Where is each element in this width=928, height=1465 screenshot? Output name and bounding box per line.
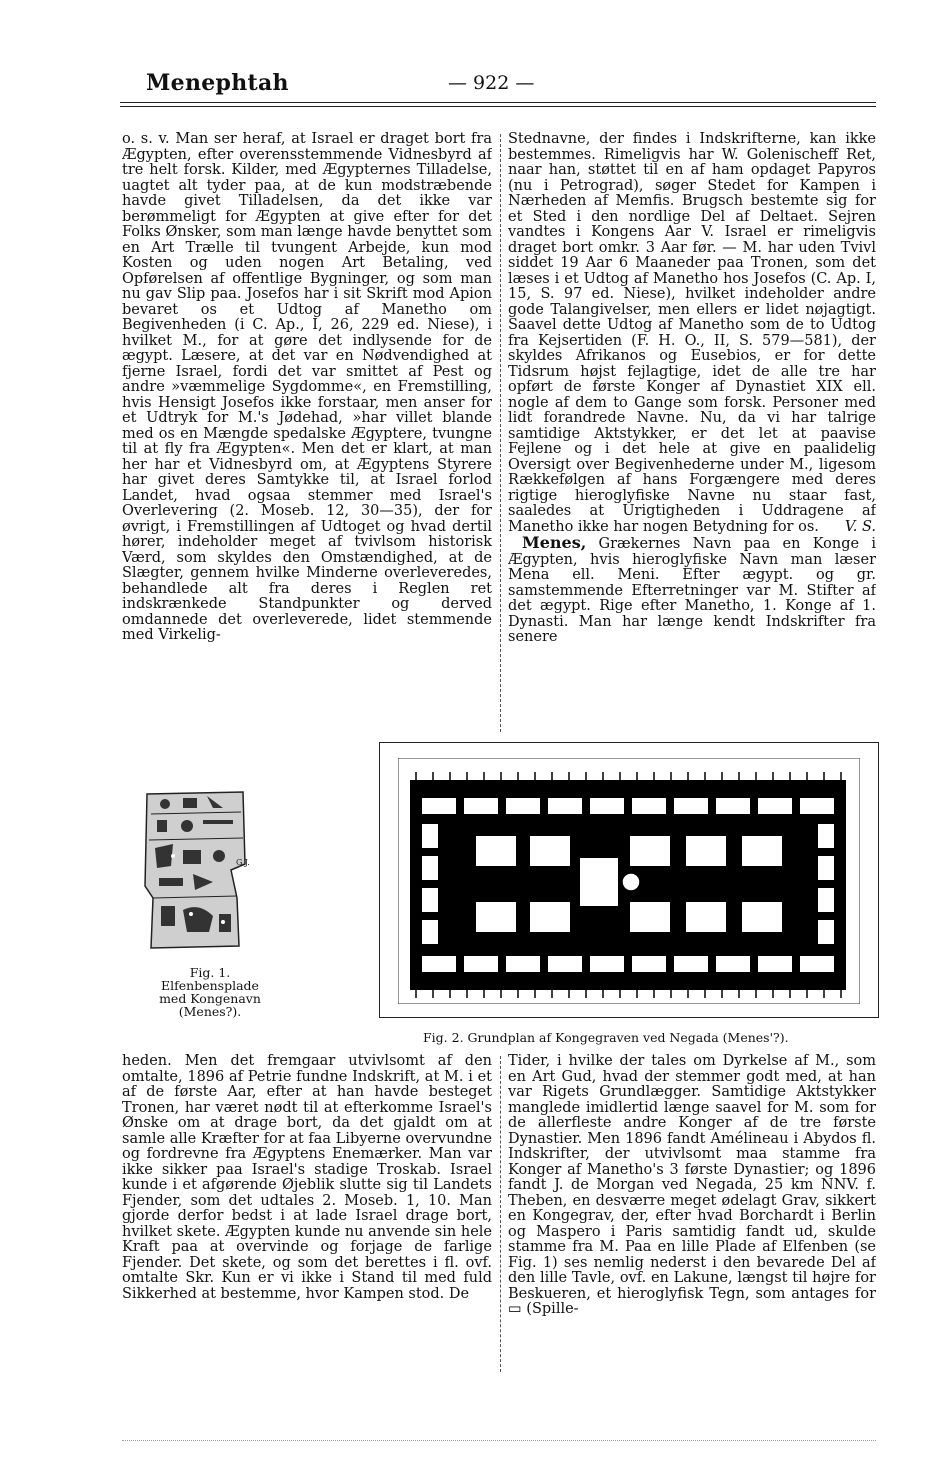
paragraph: o. s. v. Man ser heraf, at Israel er draget bort fra Ægypten, efter overensstemmende Vidnesbyrd af tre helt forsk. Kilder, med Ægypternes Tilladelse, uagtet alt tyder paa, at de kun modstræbende havde givet Tilladelsen, da det ikke var berømmeligt for Ægypten at give efter for det Folks Ønsker, som man længe havde benyttet som en Art Trælle til tvungent Arbejde, kun mod Kosten og uden nogen Art Betaling, ved Opførelsen af offentlige Bygninger, og som man nu gav Slip paa. Josefos har i sit Skrift mod Apion bevaret os et Udtog af Manetho om Begivenheden (i C. Ap., I, 26, 229 ed. Niese), i hvilket M., for at gøre det indlysende for de ægypt. Læsere, at det var en Nødvendighed at fjerne Israel, fordi det var smittet af Pest og andre »væmmelige Sygdomme«, en Fremstilling, hvis Hensigt Josefos ikke forstaar, men anser for et Udtryk for M.'s Jødehad, »har villet blande med os en Mængde spedalske Ægyptere, tvungne til at fly fra Ægypten«. Men det er klart, at man her har et Vidnesbyrd om, at Ægyptens Styrere har givet deres Samtykke til, at Israel forlod Landet, hvad ogsaa stemmer med Israel's Overlevering (2. Moseb. 12, 30—35), der for øvrigt, i Fremstillingen af Udtoget og hvad dertil hører, indeholder meget af tvivlsom historisk Værd, som skyldes den Omstændighed, at de Slægter, gennem hvilke Minderne overleveredes, behandlede alt fra deres i Reglen ret indskrænkede Standpunkter og derved omdannede det overleverede, lidet stemmende med Virkelig-	[122, 132, 492, 643]
paragraph-text: Stednavne, der findes i Indskrifterne, kan ikke bestemmes. Rimeligvis har W. Golenischeff Ret, naar han, støttet til en af ham opdaget Papyros (nu i Petrograd), søger Stedet for Kampen i Nærheden af Memfis. Brugsch bestemte sig for et Sted i den nordlige Del af Deltaet. Sejren vandtes i Kongens Aar V. Israel er rimeligvis draget bort omkr. 3 Aar før. — M. har uden Tvivl siddet 19 Aar 6 Maaneder paa Tronen, som det læses i et Udtog af Manetho hos Josefos (C. Ap. I, 15, S. 97 ed. Niese), hvilket indeholder andre gode Talangivelser, men ellers er lidet nøjagtigt. Saavel dette Udtog af Manetho som de to Udtog fra Kejsertiden (F. H. O., II, S. 579—581), der skyldes Afrikanos og Eusebios, er for dette Tidsrum højst fejlagtige, idet de alle tre har opført de første Konger af Dynastiet XIX ell. nogle af dem to Gange som forsk. Personer med lidt forandrede Navne. Nu, da vi har talrige samtidige Aktstykker, er det let at paavise Fejlene og i det hele at give en paalidelig Oversigt over Begivenhederne under M., ligesom Rækkefølgen af hans Forgængere med deres rigtige hieroglyfiske Navne nu staar fast, saaledes at Urigtigheden i Uddragene af Manetho ikke har nogen Betydning for os.	[508, 132, 876, 535]
column-divider	[500, 134, 501, 732]
plan-chamber-bottom	[590, 956, 624, 972]
plan-chamber-bottom	[674, 956, 708, 972]
plan-chamber-bottom	[464, 956, 498, 972]
figure-2-ground-plan	[398, 758, 860, 1004]
figure-1-label: Fig. 1.	[189, 965, 231, 980]
plan-chamber-right	[818, 888, 834, 912]
plan-chamber-inner	[686, 836, 726, 866]
plan-chamber-bottom	[758, 956, 792, 972]
plan-chamber-bottom	[548, 956, 582, 972]
plan-chamber-bottom	[422, 956, 456, 972]
plan-chamber-inner	[742, 836, 782, 866]
paragraph: Tider, i hvilke der tales om Dyrkelse af M., som en Art Gud, hvad der stemmer godt med, at han var Rigets Grundlægger. Samtidige Aktstykker manglede imidlertid længe saavel for M. som for de allerfleste andre Konger af de tre første Dynastier. Men 1896 fandt Amélineau i Abydos fl. Indskrifter, der utvivlsomt maa stamme fra Konger af Manetho's 3 første Dynastier; og 1896 fandt J. de Morgan ved Negada, 25 km NNV. f. Theben, en desværre meget ødelagt Grav, sikkert en Kongegrav, der, efter hvad Borchardt i Berlin og Maspero i Paris samtidig fandt ud, skulde stamme fra M. Paa en lille Plade af Elfenben (se Fig. 1) ses nemlig nederst i den bevarede Del af den lille Tavle, ovf. en Lakune, længst til højre for Beskueren, et hieroglyfisk Tegn, som antages for ▭ (Spille-	[508, 1054, 876, 1317]
plan-chamber-top	[548, 798, 582, 814]
entry-text: Grækernes Navn paa en Konge i Ægypten, hvis hieroglyfiske Navn man læser Mena ell. Meni. Efter ægypt. og gr. samstemmende Efterretninger var M. Stifter af det ægypt. Rige efter Manetho, 1. Konge af 1. Dynasti. Man har længe kendt Indskrifter fra senere	[508, 536, 876, 645]
plan-chamber-top	[422, 798, 456, 814]
text-column-bottom-left	[122, 1054, 492, 1374]
plan-chamber-inner	[530, 902, 570, 932]
plan-chamber-inner	[476, 836, 516, 866]
paragraph: heden. Men det fremgaar utvivlsomt af den omtalte, 1896 af Petrie fundne Indskrift, at M. i et af de første Aar, efter at han havde besteget Tronen, har været nødt til at efterkomme Israel's Ønske om at drage bort, da det gjaldt om at samle alle Kræfter for at faa Libyerne overvundne og fordrevne fra Ægyptens Enemærker. Man var ikke sikker paa Israel's stadige Troskab. Israel kunde i et afgørende Øjeblik slutte sig til Landets Fjender, som det udtales 2. Moseb. 1, 10. Man gjorde derfor bedst i at lade Israel drage bort, hvilket skete. Ægypten kunde nu anvende sin hele Kraft paa at overvinde og forjage de farlige Fjender. Det skete, og som det berettes i fl. ovf. omtalte Skr. Kun er vi ikke i Stand til med fuld Sikkerhed at bestemme, hvor Kampen stod. De	[122, 1054, 492, 1302]
plan-chamber-bottom	[716, 956, 750, 972]
plan-chamber-inner	[742, 902, 782, 932]
figure-2-caption: Fig. 2. Grundplan af Kongegraven ved Negada (Menes'?).	[423, 1030, 789, 1045]
paragraph	[508, 132, 876, 535]
plan-chamber-central	[580, 858, 618, 906]
plan-chamber-top	[506, 798, 540, 814]
plan-chamber-inner	[476, 902, 516, 932]
headword: Menes,	[522, 533, 587, 552]
page-bottom-edge	[122, 1440, 876, 1441]
plan-chamber-bottom	[632, 956, 666, 972]
figure-1-ivory-plate	[143, 786, 253, 952]
text-column-top-right	[508, 132, 876, 734]
figure-1-caption-line: (Menes?).	[178, 1004, 242, 1019]
plan-chamber-right	[818, 824, 834, 848]
author-signature: V. S.	[844, 518, 876, 535]
figure-1-mark: G.J.	[236, 858, 250, 867]
text-column-bottom-right	[508, 1054, 876, 1374]
entry-menes	[508, 535, 876, 646]
plan-chamber-top	[632, 798, 666, 814]
running-head-title: Menephtah	[146, 70, 289, 96]
text-column-top-left	[122, 132, 492, 734]
plan-chamber-top	[758, 798, 792, 814]
plan-chamber-top	[464, 798, 498, 814]
plan-chamber-left	[422, 888, 438, 912]
plan-chamber-bottom	[800, 956, 834, 972]
plan-chamber-bottom	[506, 956, 540, 972]
plan-chamber-inner	[530, 836, 570, 866]
plan-chamber-inner	[630, 836, 670, 866]
plan-chamber-top	[716, 798, 750, 814]
plan-chamber-top	[674, 798, 708, 814]
plan-chamber-left	[422, 824, 438, 848]
plan-chamber-inner	[686, 902, 726, 932]
header-rule-thin	[120, 106, 876, 107]
plan-chamber-top	[800, 798, 834, 814]
column-divider	[500, 1056, 501, 1372]
plan-chamber-left	[422, 920, 438, 944]
page-number: — 922 —	[448, 72, 535, 94]
figure-1-caption	[150, 966, 270, 1018]
plan-chamber-right	[818, 856, 834, 880]
figure-1-caption-line: med Kongenavn	[159, 991, 261, 1006]
plan-chamber-right	[818, 920, 834, 944]
plan-chamber-left	[422, 856, 438, 880]
plan-chamber-inner	[630, 902, 670, 932]
header-rule	[120, 102, 876, 103]
figure-1-caption-line: Elfenbensplade	[161, 978, 259, 993]
plan-chamber-top	[590, 798, 624, 814]
